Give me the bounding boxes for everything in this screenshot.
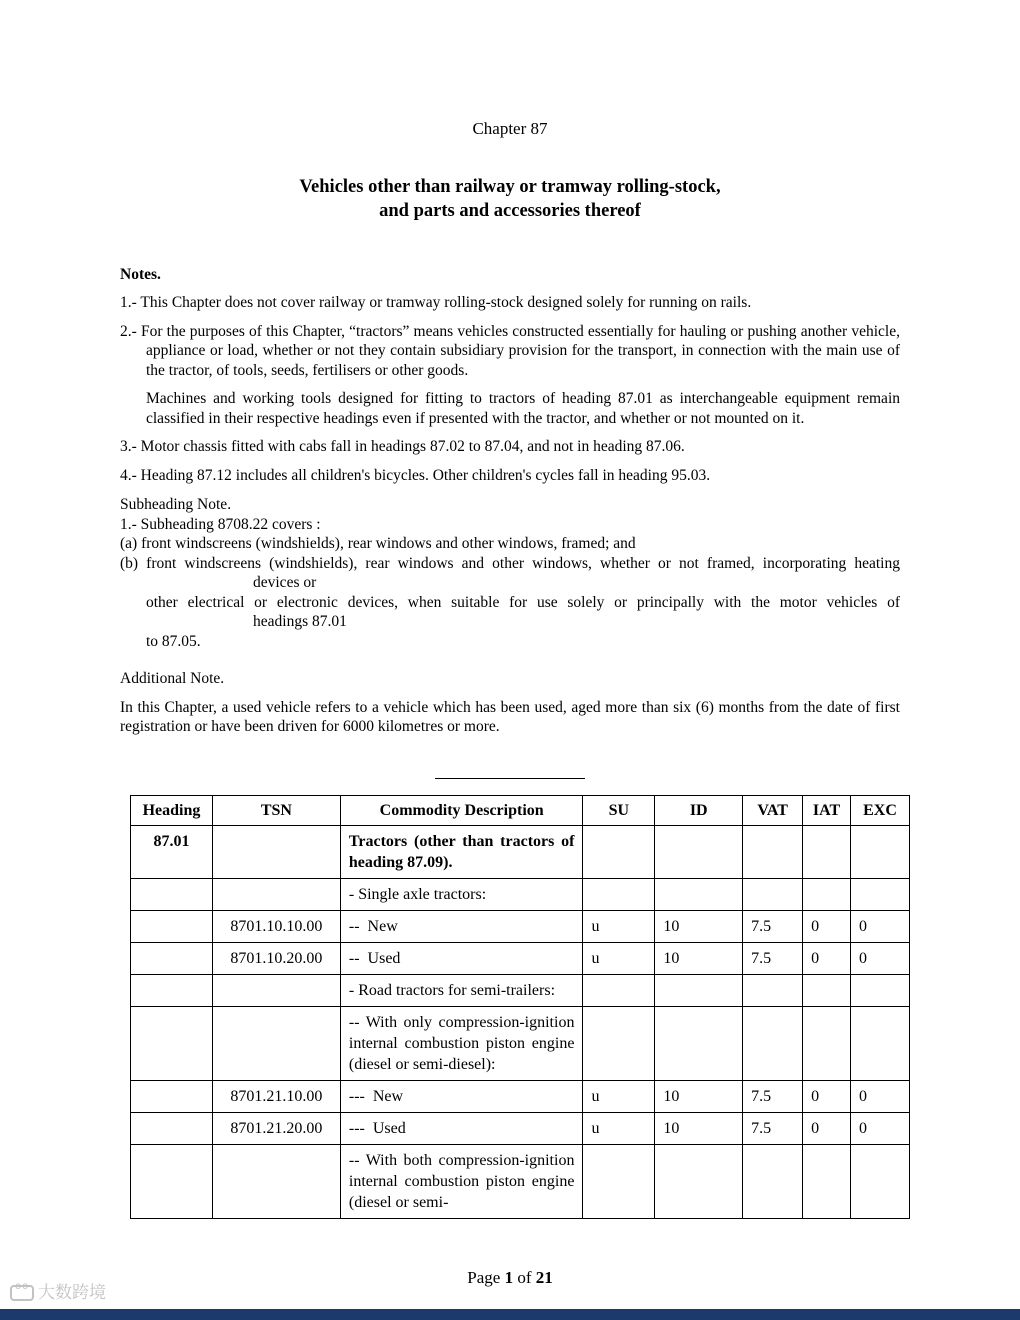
cell-vat: 7.5	[743, 1080, 803, 1112]
cell-id	[655, 1006, 743, 1080]
cell-id: 10	[655, 910, 743, 942]
subheading-note-line-b: (b) front windscreens (windshields), rear windows and other windows, whether or not framed, incorporating heating	[120, 554, 900, 572]
cell-su: u	[583, 942, 655, 974]
cell-description: -- New	[340, 910, 583, 942]
table-header-row	[131, 795, 910, 825]
cell-vat	[743, 1006, 803, 1080]
cell-exc	[851, 878, 910, 910]
cell-id	[655, 878, 743, 910]
footer-total-pages: 21	[535, 1267, 553, 1287]
cell-id	[655, 1144, 743, 1218]
cell-exc	[851, 974, 910, 1006]
bottom-bar	[0, 1309, 1020, 1320]
column-header-id: ID	[655, 795, 743, 825]
note-item-2: 2.- For the purposes of this Chapter, “tractors” means vehicles constructed essentially for hauling or pushing another vehicle, appliance or load, whether or not they contain subsidiary provision for the transport, in connection with the main use of the tractor, of tools, seeds, fertilisers or other goods.	[120, 322, 900, 379]
cell-iat	[803, 1144, 851, 1218]
cell-heading	[131, 1006, 213, 1080]
table-row	[131, 910, 910, 942]
cell-exc: 0	[851, 1112, 910, 1144]
footer-page-number: 1	[504, 1267, 514, 1287]
page-title-line2: and parts and accessories thereof	[379, 200, 641, 221]
cell-id: 10	[655, 1080, 743, 1112]
watermark-icon	[10, 1285, 34, 1301]
column-header-heading: Heading	[131, 795, 213, 825]
cell-id	[655, 825, 743, 878]
subheading-note-line1: 1.- Subheading 8708.22 covers :	[120, 515, 321, 533]
page-footer	[120, 1267, 900, 1288]
cell-iat: 0	[803, 942, 851, 974]
cell-vat	[743, 878, 803, 910]
subheading-note-line-b-cont3: headings 87.01	[253, 613, 347, 631]
column-header-su: SU	[583, 795, 655, 825]
additional-note-text: In this Chapter, a used vehicle refers to a vehicle which has been used, aged more than six (6) months from the date of first registration or have been driven for 6000 kilometres or more.	[120, 698, 900, 736]
cell-heading	[131, 878, 213, 910]
cell-iat: 0	[803, 910, 851, 942]
cell-exc	[851, 1144, 910, 1218]
cell-vat	[743, 825, 803, 878]
cell-vat	[743, 1144, 803, 1218]
notes-title: Notes.	[120, 265, 161, 283]
cell-su	[583, 974, 655, 1006]
column-header-tsn: TSN	[212, 795, 340, 825]
cell-id: 10	[655, 942, 743, 974]
subheading-note-line-b-cont1: devices or	[253, 574, 317, 592]
cell-tsn	[212, 974, 340, 1006]
cell-exc: 0	[851, 942, 910, 974]
watermark-text: 大数跨境	[38, 1282, 106, 1303]
column-header-iat: IAT	[803, 795, 851, 825]
cell-tsn: 8701.10.10.00	[212, 910, 340, 942]
cell-tsn	[212, 1006, 340, 1080]
cell-iat	[803, 1006, 851, 1080]
column-header-exc: EXC	[851, 795, 910, 825]
column-header-vat: VAT	[743, 795, 803, 825]
footer-page-label: Page	[467, 1267, 501, 1287]
cell-heading	[131, 942, 213, 974]
cell-su	[583, 1006, 655, 1080]
tariff-table	[130, 795, 910, 1219]
cell-heading	[131, 1080, 213, 1112]
cell-heading	[131, 910, 213, 942]
additional-note-title: Additional Note.	[120, 670, 225, 688]
cell-description: --- New	[340, 1080, 583, 1112]
cell-su: u	[583, 1112, 655, 1144]
table-row	[131, 1080, 910, 1112]
subheading-note-line-b-cont2: other electrical or electronic devices, when suitable for use solely or principally with the motor vehicles of	[146, 593, 900, 611]
cell-su	[583, 878, 655, 910]
cell-heading	[131, 1112, 213, 1144]
cell-tsn: 8701.10.20.00	[212, 942, 340, 974]
cell-description: - Single axle tractors:	[340, 878, 583, 910]
cell-tsn	[212, 1144, 340, 1218]
cell-vat: 7.5	[743, 1112, 803, 1144]
note-item-4: 4.- Heading 87.12 includes all children's bicycles. Other children's cycles fall in heading 95.03.	[120, 466, 711, 484]
cell-iat	[803, 974, 851, 1006]
cell-exc	[851, 825, 910, 878]
cell-su	[583, 825, 655, 878]
subheading-note	[120, 495, 900, 651]
cell-tsn: 8701.21.10.00	[212, 1080, 340, 1112]
cell-description: -- With both compression-ignition internal combustion piston engine (diesel or semi-	[340, 1144, 583, 1218]
cell-id	[655, 974, 743, 1006]
cell-exc: 0	[851, 910, 910, 942]
section-divider	[435, 778, 585, 779]
note-item-3: 3.- Motor chassis fitted with cabs fall in headings 87.02 to 87.04, and not in heading 87.06.	[120, 438, 685, 456]
table-row	[131, 974, 910, 1006]
footer-of-label: of	[517, 1267, 532, 1287]
column-header-commodity-description: Commodity Description	[340, 795, 583, 825]
cell-description: Tractors (other than tractors of heading 87.09).	[340, 825, 583, 878]
page-title-line1: Vehicles other than railway or tramway rolling-stock,	[299, 177, 721, 198]
cell-tsn	[212, 825, 340, 878]
cell-tsn	[212, 878, 340, 910]
note-item-2-continuation: Machines and working tools designed for fitting to tractors of heading 87.01 as interchangeable equipment remain classified in their respective headings even if presented with the tractor, and whether or not mounted on it.	[146, 390, 900, 427]
table-row	[131, 942, 910, 974]
cell-description: -- Used	[340, 942, 583, 974]
table-row	[131, 878, 910, 910]
cell-exc	[851, 1006, 910, 1080]
cell-vat: 7.5	[743, 942, 803, 974]
table-row	[131, 1006, 910, 1080]
table-row	[131, 1112, 910, 1144]
cell-su	[583, 1144, 655, 1218]
note-item-1: 1.- This Chapter does not cover railway or tramway rolling-stock designed solely for running on rails.	[120, 294, 752, 312]
cell-iat: 0	[803, 1112, 851, 1144]
cell-vat: 7.5	[743, 910, 803, 942]
cell-heading	[131, 974, 213, 1006]
cell-id: 10	[655, 1112, 743, 1144]
table-row	[131, 825, 910, 878]
chapter-heading: Chapter 87	[472, 119, 548, 138]
subheading-note-line-b-cont4: to 87.05.	[146, 632, 201, 650]
table-row	[131, 1144, 910, 1218]
cell-description: - Road tractors for semi-trailers:	[340, 974, 583, 1006]
cell-heading	[131, 1144, 213, 1218]
page-title	[120, 176, 900, 222]
cell-su: u	[583, 910, 655, 942]
cell-iat: 0	[803, 1080, 851, 1112]
cell-description: --- Used	[340, 1112, 583, 1144]
cell-exc: 0	[851, 1080, 910, 1112]
cell-heading: 87.01	[131, 825, 213, 878]
subheading-note-line-a: (a) front windscreens (windshields), rear windows and other windows, framed; and	[120, 535, 636, 553]
subheading-note-title: Subheading Note.	[120, 496, 232, 514]
cell-tsn: 8701.21.20.00	[212, 1112, 340, 1144]
watermark	[10, 1283, 106, 1304]
cell-iat	[803, 825, 851, 878]
cell-vat	[743, 974, 803, 1006]
cell-su: u	[583, 1080, 655, 1112]
cell-iat	[803, 878, 851, 910]
cell-description: -- With only compression-ignition internal combustion piston engine (diesel or semi-diesel):	[340, 1006, 583, 1080]
